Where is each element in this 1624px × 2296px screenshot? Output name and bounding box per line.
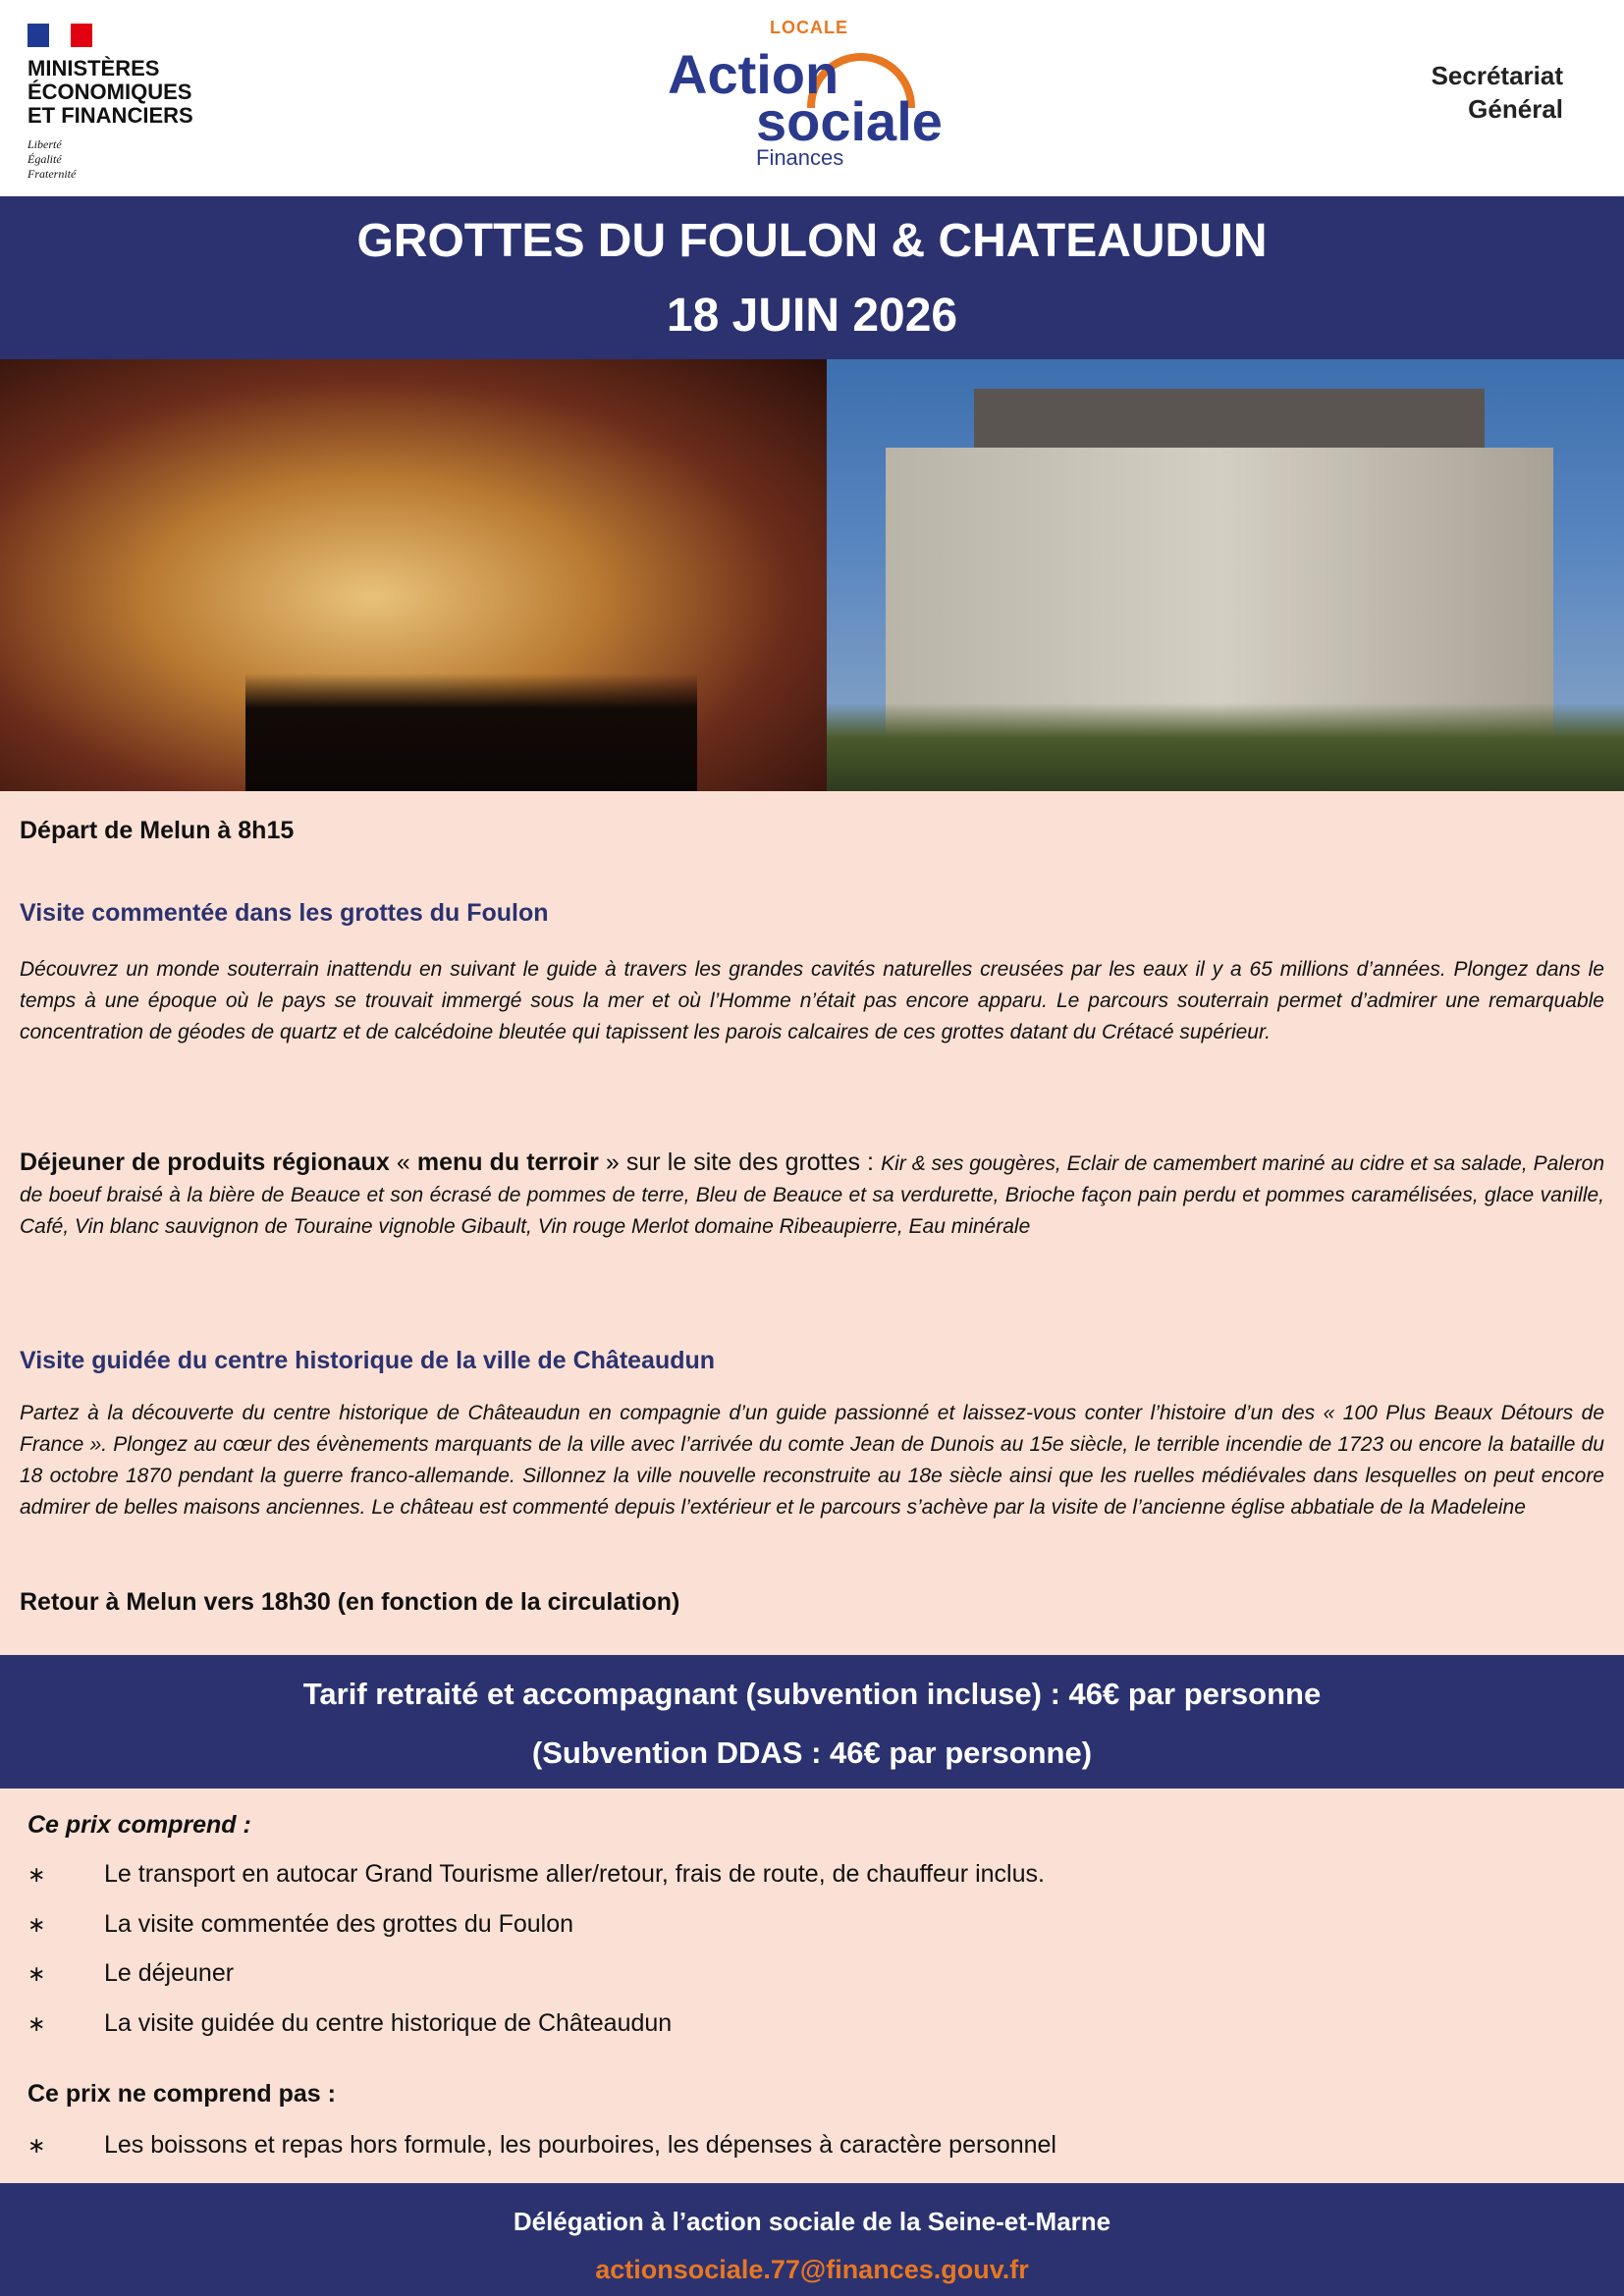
- includes-item: [27, 1956, 1598, 1991]
- ministry-line: ÉCONOMIQUES: [27, 80, 192, 104]
- delegation-name: Délégation à l’action sociale de la Seine-et-Marne: [513, 2207, 1111, 2236]
- logo-finances: Finances: [756, 145, 844, 170]
- visit1-title: Visite commentée dans les grottes du Foulon: [20, 899, 549, 927]
- departure-text: Départ de Melun à 8h15: [20, 817, 295, 844]
- lunch-quote-open: «: [389, 1148, 417, 1176]
- includes-item-text: La visite guidée du centre historique de Châteaudun: [104, 2009, 673, 2037]
- includes-title: Ce prix comprend :: [27, 1811, 251, 1839]
- excludes-item: [27, 2128, 1598, 2163]
- ministry-name: [27, 57, 263, 128]
- bullet-icon: ∗: [27, 1912, 46, 1937]
- price-text: Tarif retraité et accompagnant (subvention incluse) : 46€ par personne: [302, 1677, 1322, 1711]
- includes-item: [27, 1907, 1598, 1942]
- lunch-title: Déjeuner de produits régionaux: [20, 1148, 390, 1176]
- subsidy-text: (Subvention DDAS : 46€ par personne): [531, 1735, 1093, 1770]
- includes-item-text: La visite commentée des grottes du Foulon: [104, 1910, 574, 1938]
- castle-trees: [827, 703, 1624, 791]
- lunch-paragraph: [20, 1147, 1604, 1243]
- logo-sociale: sociale: [756, 90, 943, 152]
- sg-line: Général: [1468, 94, 1563, 124]
- castle-photo: [827, 359, 1624, 791]
- visit1-description: Découvrez un monde souterrain inattendu en suivant le guide à travers les grandes cavités naturelles creusées par les eaux il y a 65 millions d’années. Plongez dans le temps à une époque où le pays se trouvait immergé sous la mer et où l’Homme n’était pas encore apparu. Le parcours souterrain permet d’admirer une remarquable concentration de géodes de quartz et de calcédoine bleutée qui tapissent les parois calcaires de ces grottes datant du Crétacé supérieur.: [20, 958, 1604, 1043]
- sg-line: Secrétariat: [1431, 61, 1563, 90]
- ministry-line: MINISTÈRES: [27, 56, 160, 80]
- bullet-icon: ∗: [27, 2133, 46, 2158]
- excludes-item-text: Les boissons et repas hors formule, les pourboires, les dépenses à caractère personnel: [104, 2131, 1056, 2159]
- visit2-title: Visite guidée du centre historique de la ville de Châteaudun: [20, 1347, 716, 1374]
- republic-motto: [27, 137, 76, 182]
- contact-email-link[interactable]: actionsociale.77@finances.gouv.fr: [595, 2255, 1029, 2284]
- bullet-icon: ∗: [27, 2011, 46, 2036]
- includes-item: [27, 1857, 1598, 1892]
- event-date: 18 JUIN 2026: [666, 290, 958, 342]
- title-band: [0, 196, 1624, 359]
- return-text: Retour à Melun vers 18h30 (en fonction de la circulation): [20, 1588, 680, 1616]
- bullet-icon: ∗: [27, 1862, 46, 1887]
- includes-item-text: Le déjeuner: [104, 1959, 235, 1987]
- includes-item: [27, 2006, 1598, 2041]
- logo-locale: LOCALE: [770, 18, 848, 37]
- motto-line: Égalité: [27, 152, 62, 166]
- page-header: [0, 0, 1624, 196]
- motto-line: Fraternité: [27, 167, 77, 181]
- photo-banner: [0, 359, 1624, 791]
- includes-item-text: Le transport en autocar Grand Tourisme aller/retour, frais de route, de chauffeur inclus.: [104, 1860, 1045, 1888]
- excludes-title: Ce prix ne comprend pas :: [27, 2080, 336, 2108]
- cave-photo: [0, 359, 827, 791]
- page-title: GROTTES DU FOULON & CHATEAUDUN: [356, 215, 1268, 267]
- logo-action: Action: [668, 43, 839, 105]
- visitors-silhouette: [245, 673, 697, 791]
- includes-section: [0, 1789, 1624, 2183]
- visit2-description: Partez à la découverte du centre historique de Châteaudun en compagnie d’un guide passionné et laissez-vous conter l’histoire d’un des « 100 Plus Beaux Détours de France ». Plongez au cœur des évènements marquants de la ville avec l’arrivée du comte Jean de Dunois au 15e siècle, le terrible incendie de 1723 ou encore la bataille du 18 octobre 1870 pendant la guerre franco-allemande. Sillonnez la ville nouvelle reconstruite au 18e siècle ainsi que les ruelles médiévales dans lesquelles on peut encore admirer de belles maisons anciennes. Le château est commenté depuis l’extérieur et le parcours s’achève par la visite de l’ancienne église abbatiale de la Madeleine: [20, 1402, 1604, 1519]
- french-flag-icon: [27, 24, 92, 47]
- bullet-icon: ∗: [27, 1961, 46, 1986]
- lunch-menu-name: menu du terroir: [416, 1148, 599, 1176]
- lunch-menu-items: Kir & ses gougères, Eclair de camembert mariné au cidre et sa salade, Paleron de boeuf braisé à la bière de Beauce et son écrasé de pommes de terre, Bleu de Beauce et sa verdurette, Brioche façon pain perdu et pommes caramélisées, glace vanille, Café, Vin blanc sauvignon de Touraine vignoble Gibault, Vin rouge Merlot domaine Ribeaupierre, Eau minérale: [20, 1152, 1605, 1238]
- secretariat-general: [1432, 59, 1563, 126]
- price-band: [0, 1655, 1624, 1789]
- ministry-line: ET FINANCIERS: [27, 103, 193, 128]
- lunch-location: » sur le site des grottes :: [598, 1148, 882, 1176]
- page-footer: [0, 2183, 1624, 2296]
- program-section: [0, 791, 1624, 1655]
- motto-line: Liberté: [27, 137, 62, 151]
- action-sociale-logo: [658, 18, 952, 175]
